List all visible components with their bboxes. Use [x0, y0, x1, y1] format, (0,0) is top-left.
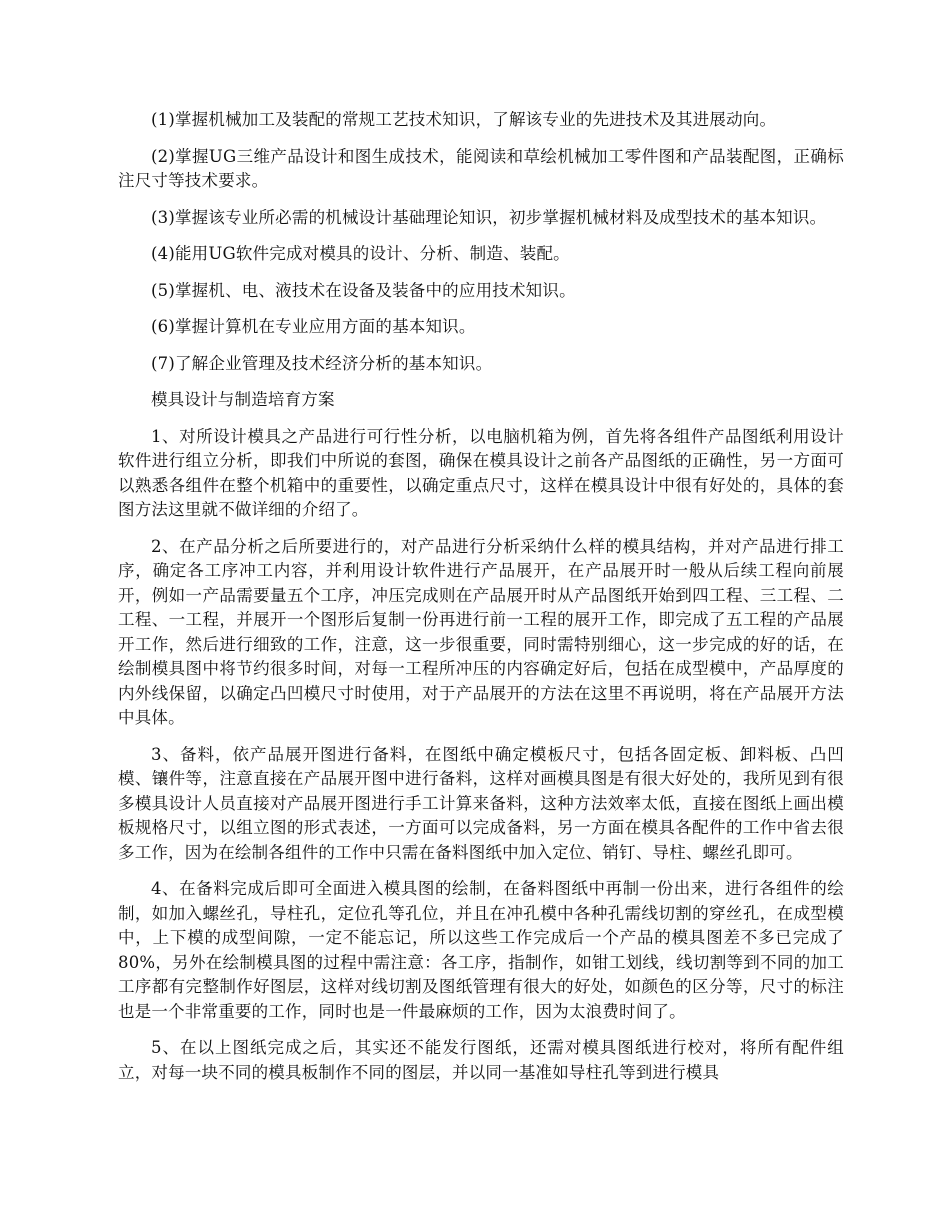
paragraph-step-1: 1、对所设计模具之产品进行可行性分析，以电脑机箱为例，首先将各组件产品图纸利用设计软件进行组立分析，即我们中所说的套图，确保在模具设计之前各产品图纸的正确性，另一方面可以熟悉各组件在整个机箱中的重要性，以确定重点尺寸，这样在模具设计中很有好处的，具体的套图方法这里就不做详细的介绍了。 [118, 426, 844, 519]
paragraph-step-3: 3、备料，依产品展开图进行备料，在图纸中确定模板尺寸，包括各固定板、卸料板、凸凹模、镶件等，注意直接在产品展开图中进行备料，这样对画模具图是有很大好处的，我所见到有很多模具设计人员直接对产品展开图进行手工计算来备料，这种方法效率太低，直接在图纸上画出模板规格尺寸，以组立图的形式表述，一方面可以完成备料，另一方面在模具各配件的工作中省去很多工作，因为在绘制各组件的工作中只需在备料图纸中加入定位、销钉、导柱、螺丝孔即可。 [118, 744, 844, 862]
paragraph-objective-2: (2)掌握UG三维产品设计和图生成技术，能阅读和草绘机械加工零件图和产品装配图，正确标注尺寸等技术要求。 [118, 146, 844, 190]
paragraph-step-4: 4、在备料完成后即可全面进入模具图的绘制，在备料图纸中再制一份出来，进行各组件的绘制，如加入螺丝孔，导柱孔，定位孔等孔位，并且在冲孔模中各种孔需线切割的穿丝孔，在成型模中，上下模的成型间隙，一定不能忘记，所以这些工作完成后一个产品的模具图差不多已完成了80%，另外在绘制模具图的过程中需注意：各工序，指制作，如钳工划线，线切割等到不同的加工工序都有完整制作好图层，这样对线切割及图纸管理有很大的好处，如颜色的区分等，尺寸的标注也是一个非常重要的工作，同时也是一件最麻烦的工作，因为太浪费时间了。 [118, 879, 844, 1021]
paragraph-objective-1: (1)掌握机械加工及装配的常规工艺技术知识，了解该专业的先进技术及其进展动向。 [151, 110, 777, 129]
paragraph-objective-5: (5)掌握机、电、液技术在设备及装备中的应用技术知识。 [151, 280, 576, 300]
section-heading: 模具设计与制造培育方案 [151, 390, 335, 409]
document-page [118, 108, 844, 1097]
paragraph-objective-6: (6)掌握计算机在专业应用方面的基本知识。 [151, 317, 476, 336]
paragraph-step-2: 2、在产品分析之后所要进行的，对产品进行分析采纳什么样的模具结构，并对产品进行排工序，确定各工序冲工内容，并利用设计软件进行产品展开，在产品展开时一般从后续工程向前展开，例如一产品需要量五个工序，冲压完成则在产品展开时从产品图纸开始到四工程、三工程、二工程、一工程，并展开一个图形后复制一份再进行前一工程的展开工作，即完成了五工程的产品展开工作，然后进行细致的工作，注意，这一步很重要，同时需特别细心，这一步完成的好的话，在绘制模具图中将节约很多时间，对每一工程所冲压的内容确定好后，包括在成型模中，产品厚度的内外线保留，以确定凸凹模尺寸时使用，对于产品展开的方法在这里不再说明，将在产品展开方法中具体。 [118, 536, 844, 727]
paragraph-objective-3: (3)掌握该专业所必需的机械设计基础理论知识，初步掌握机械材料及成型技术的基本知识。 [151, 207, 827, 227]
paragraph-step-5: 5、在以上图纸完成之后，其实还不能发行图纸，还需对模具图纸进行校对，将所有配件组立，对每一块不同的模具板制作不同的图层，并以同一基准如导柱孔等到进行模具 [118, 1038, 844, 1082]
paragraph-objective-4: (4)能用UG软件完成对模具的设计、分析、制造、装配。 [151, 244, 570, 263]
paragraph-objective-7: (7)了解企业管理及技术经济分析的基本知识。 [151, 353, 493, 373]
